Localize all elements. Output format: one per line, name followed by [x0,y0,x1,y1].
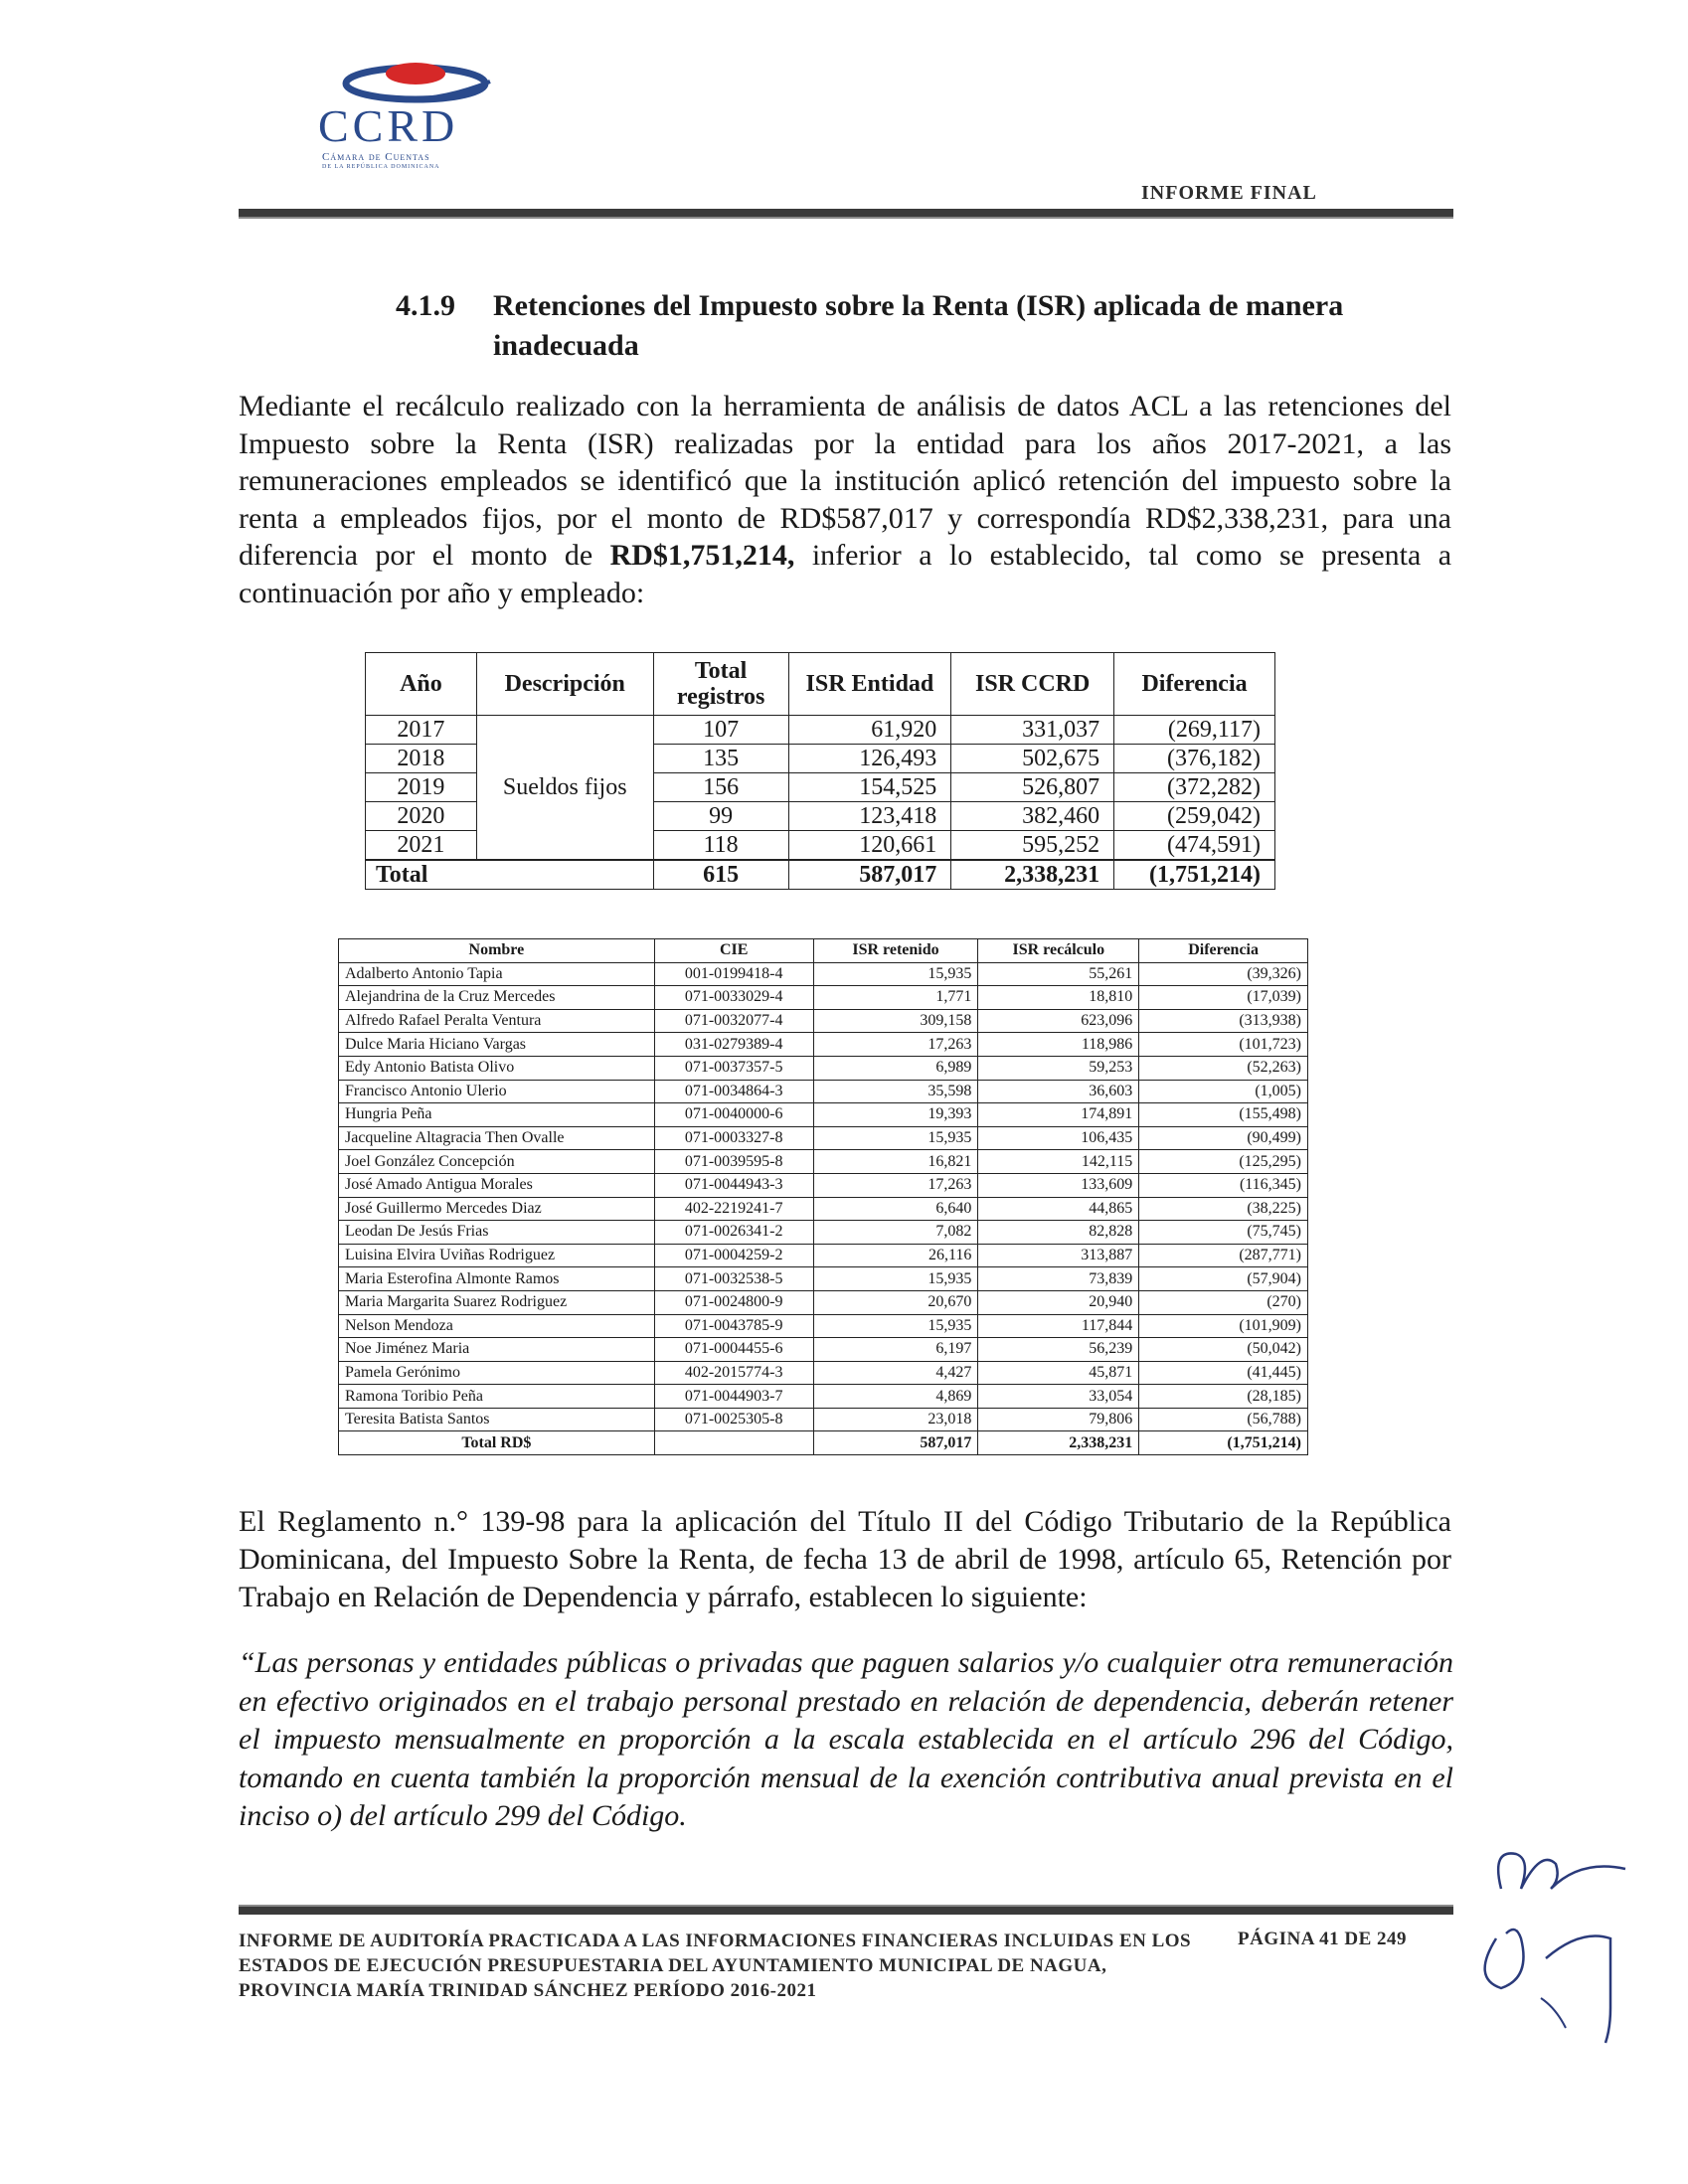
detail-total-label: Total RD$ [339,1431,655,1455]
summary-description: Sueldos fijos [476,716,653,861]
detail-cie: 071-0024800-9 [654,1290,813,1314]
summary-total-records: 156 [653,773,788,802]
detail-diferencia: (57,904) [1139,1267,1308,1291]
detail-header-cell: ISR recálculo [978,939,1139,963]
detail-isr-recalculo: 623,096 [978,1009,1139,1033]
detail-nombre: Alfredo Rafael Peralta Ventura [339,1009,655,1033]
summary-header-cell: Diferencia [1114,653,1275,716]
summary-total-records: 135 [653,745,788,773]
detail-isr-recalculo: 44,865 [978,1197,1139,1221]
summary-isr-ccrd: 502,675 [951,745,1114,773]
detail-isr-retenido: 4,869 [813,1385,978,1409]
detail-row [339,1314,1308,1338]
detail-isr-recalculo: 33,054 [978,1385,1139,1409]
regulation-quote: “Las personas y entidades públicas o privadas que paguen salarios y/o cualquier otra remuneración en efectivo originados en el trabajo personal prestado en relación de dependencia, deberán retener el impuesto mensualmente en proporción a la escala establecida en el artículo 296 del Código, tomando en cuenta también la proporción mensual de la exención contributiva anual prevista en el inciso o) del artículo 299 del Código. [239,1646,1453,1832]
detail-nombre: Adalberto Antonio Tapia [339,962,655,986]
detail-isr-retenido: 1,771 [813,986,978,1010]
summary-total-records: 107 [653,716,788,745]
detail-total-row [339,1431,1308,1455]
detail-row [339,1126,1308,1150]
detail-header-row [339,939,1308,963]
detail-row [339,962,1308,986]
summary-diferencia: (474,591) [1114,831,1275,861]
summary-year: 2020 [366,802,477,831]
detail-cie: 071-0040000-6 [654,1103,813,1127]
detail-cie: 071-0032077-4 [654,1009,813,1033]
detail-isr-retenido: 15,935 [813,1267,978,1291]
detail-isr-recalculo: 82,828 [978,1221,1139,1245]
detail-row [339,1408,1308,1431]
detail-row [339,1385,1308,1409]
detail-isr-retenido: 26,116 [813,1244,978,1267]
summary-header-cell: ISR Entidad [788,653,951,716]
detail-row [339,1244,1308,1267]
detail-isr-recalculo: 174,891 [978,1103,1139,1127]
detail-isr-retenido: 6,640 [813,1197,978,1221]
detail-diferencia: (101,723) [1139,1033,1308,1057]
detail-cie: 071-0003327-8 [654,1126,813,1150]
detail-nombre: Dulce Maria Hiciano Vargas [339,1033,655,1057]
detail-diferencia: (287,771) [1139,1244,1308,1267]
intro-text-after: inferior a lo establecido, tal como se presenta a continuación por año y empleado: [239,539,1452,609]
detail-row [339,1361,1308,1385]
detail-isr-recalculo: 79,806 [978,1408,1139,1431]
detail-isr-recalculo: 20,940 [978,1290,1139,1314]
detail-isr-recalculo: 73,839 [978,1267,1139,1291]
detail-cie: 071-0044943-3 [654,1173,813,1197]
detail-isr-retenido: 309,158 [813,1009,978,1033]
header-divider [239,209,1453,219]
detail-nombre: Ramona Toribio Peña [339,1385,655,1409]
intro-paragraph [239,388,1451,611]
detail-diferencia: (101,909) [1139,1314,1308,1338]
footer-title: INFORME DE AUDITORÍA PRACTICADA A LAS INFORMACIONES FINANCIERAS INCLUIDAS EN LOS ESTADOS DE EJECUCIÓN PRESUPUESTARIA DEL AYUNTAMIENTO MUNICIPAL DE NAGUA, PROVINCIA MARÍA TRINIDAD SÁNCHEZ PERÍODO 2016-2021 [239,1931,1192,2001]
summary-year: 2017 [366,716,477,745]
summary-header-cell: Año [366,653,477,716]
summary-isr-ccrd: 526,807 [951,773,1114,802]
detail-cie: 071-0004259-2 [654,1244,813,1267]
summary-year: 2021 [366,831,477,861]
summary-total-label: Total [366,860,654,890]
detail-header-cell: Diferencia [1139,939,1308,963]
detail-isr-retenido: 16,821 [813,1150,978,1174]
detail-nombre: Jacqueline Altagracia Then Ovalle [339,1126,655,1150]
detail-isr-retenido: 7,082 [813,1221,978,1245]
detail-isr-retenido: 17,263 [813,1033,978,1057]
detail-nombre: José Amado Antigua Morales [339,1173,655,1197]
detail-isr-retenido: 35,598 [813,1080,978,1103]
detail-row [339,1009,1308,1033]
summary-diferencia: (376,182) [1114,745,1275,773]
detail-isr-recalculo: 133,609 [978,1173,1139,1197]
detail-isr-retenido: 4,427 [813,1361,978,1385]
detail-total-diferencia: (1,751,214) [1139,1431,1308,1455]
summary-total-diferencia: (1,751,214) [1114,860,1275,890]
summary-year: 2019 [366,773,477,802]
logo-subtitle: Cámara de Cuentas [322,151,430,163]
detail-isr-retenido: 20,670 [813,1290,978,1314]
detail-row [339,1221,1308,1245]
intro-text-before: Mediante el recálculo realizado con la herramienta de análisis de datos ACL a las retenciones del Impuesto sobre la Renta (ISR) realizadas por la entidad para los años 2017-2021, a las remuneraciones empleados se identificó que la institución aplicó retención del impuesto sobre la renta a empleados fijos, por el monto de RD$587,017 y correspondía RD$2,338,231, para una diferencia por el monto de [239,390,1451,572]
detail-diferencia: (39,326) [1139,962,1308,986]
summary-total-isr-entidad: 587,017 [788,860,951,890]
detail-nombre: Francisco Antonio Ulerio [339,1080,655,1103]
section-title: Retenciones del Impuesto sobre la Renta (ISR) aplicada de manera inadecuada [493,289,1344,362]
detail-header-cell: ISR retenido [813,939,978,963]
detail-nombre: Teresita Batista Santos [339,1408,655,1431]
page-number: PÁGINA 41 DE 249 [1238,1929,1408,1949]
detail-row [339,1267,1308,1291]
summary-year: 2018 [366,745,477,773]
summary-isr-entidad: 120,661 [788,831,951,861]
detail-nombre: Luisina Elvira Uviñas Rodriguez [339,1244,655,1267]
summary-total-records: 615 [653,860,788,890]
detail-nombre: José Guillermo Mercedes Diaz [339,1197,655,1221]
detail-diferencia: (313,938) [1139,1009,1308,1033]
detail-isr-recalculo: 117,844 [978,1314,1139,1338]
detail-isr-recalculo: 55,261 [978,962,1139,986]
summary-header-row [366,653,1275,716]
detail-isr-retenido: 19,393 [813,1103,978,1127]
detail-nombre: Maria Margarita Suarez Rodriguez [339,1290,655,1314]
summary-isr-entidad: 154,525 [788,773,951,802]
summary-header-cell: Descripción [476,653,653,716]
detail-header-cell: CIE [654,939,813,963]
summary-total-records: 118 [653,831,788,861]
summary-header-cell: Total registros [653,653,788,716]
summary-isr-entidad: 61,920 [788,716,951,745]
detail-diferencia: (50,042) [1139,1338,1308,1362]
detail-row [339,1197,1308,1221]
detail-isr-recalculo: 45,871 [978,1361,1139,1385]
detail-cie: 001-0199418-4 [654,962,813,986]
detail-diferencia: (75,745) [1139,1221,1308,1245]
detail-cie: 031-0279389-4 [654,1033,813,1057]
section-number: 4.1.9 [396,289,455,322]
detail-row [339,1056,1308,1080]
detail-total-recalculo: 2,338,231 [978,1431,1139,1455]
detail-nombre: Pamela Gerónimo [339,1361,655,1385]
detail-cie: 071-0026341-2 [654,1221,813,1245]
detail-isr-recalculo: 18,810 [978,986,1139,1010]
detail-diferencia: (28,185) [1139,1385,1308,1409]
summary-total-isr-ccrd: 2,338,231 [951,860,1114,890]
summary-isr-entidad: 123,418 [788,802,951,831]
detail-cie: 402-2015774-3 [654,1361,813,1385]
signature-icon [1461,1829,1630,2068]
summary-row [366,716,1275,745]
detail-isr-retenido: 15,935 [813,962,978,986]
detail-cie: 071-0033029-4 [654,986,813,1010]
logo-title: CCRD [318,100,459,151]
detail-cie: 071-0039595-8 [654,1150,813,1174]
detail-total-cie [654,1431,813,1455]
detail-nombre: Joel González Concepción [339,1150,655,1174]
detail-diferencia: (38,225) [1139,1197,1308,1221]
detail-diferencia: (1,005) [1139,1080,1308,1103]
logo-subtitle-2: DE LA REPÚBLICA DOMINICANA [322,164,440,170]
detail-isr-retenido: 6,197 [813,1338,978,1362]
detail-row [339,986,1308,1010]
detail-nombre: Maria Esterofina Almonte Ramos [339,1267,655,1291]
summary-total-records: 99 [653,802,788,831]
detail-header-cell: Nombre [339,939,655,963]
detail-cie: 071-0025305-8 [654,1408,813,1431]
detail-row [339,1290,1308,1314]
detail-cie: 071-0037357-5 [654,1056,813,1080]
summary-isr-ccrd: 331,037 [951,716,1114,745]
summary-isr-ccrd: 382,460 [951,802,1114,831]
detail-row [339,1338,1308,1362]
detail-diferencia: (90,499) [1139,1126,1308,1150]
detail-diferencia: (155,498) [1139,1103,1308,1127]
detail-nombre: Nelson Mendoza [339,1314,655,1338]
detail-diferencia: (116,345) [1139,1173,1308,1197]
detail-isr-recalculo: 106,435 [978,1126,1139,1150]
intro-amount: RD$1,751,214, [609,539,795,572]
detail-diferencia: (56,788) [1139,1408,1308,1431]
detail-table [338,938,1308,1455]
footer-divider [239,1905,1453,1915]
detail-row [339,1033,1308,1057]
detail-cie: 071-0043785-9 [654,1314,813,1338]
summary-diferencia: (269,117) [1114,716,1275,745]
detail-cie: 402-2219241-7 [654,1197,813,1221]
detail-row [339,1080,1308,1103]
detail-total-retenido: 587,017 [813,1431,978,1455]
detail-cie: 071-0044903-7 [654,1385,813,1409]
detail-row [339,1103,1308,1127]
regulation-paragraph: El Reglamento n.° 139-98 para la aplicación del Título II del Código Tributario de la República Dominicana, del Impuesto Sobre la Renta, de fecha 13 de abril de 1998, artículo 65, Retención por Trabajo en Relación de Dependencia y párrafo, establecen lo siguiente: [239,1505,1451,1613]
detail-cie: 071-0034864-3 [654,1080,813,1103]
header-label: INFORME FINAL [1141,182,1317,204]
summary-diferencia: (372,282) [1114,773,1275,802]
detail-isr-recalculo: 142,115 [978,1150,1139,1174]
detail-isr-retenido: 17,263 [813,1173,978,1197]
detail-cie: 071-0004455-6 [654,1338,813,1362]
detail-isr-retenido: 15,935 [813,1314,978,1338]
detail-isr-recalculo: 56,239 [978,1338,1139,1362]
detail-diferencia: (41,445) [1139,1361,1308,1385]
detail-nombre: Alejandrina de la Cruz Mercedes [339,986,655,1010]
detail-diferencia: (125,295) [1139,1150,1308,1174]
ccrd-logo [316,52,545,169]
detail-diferencia: (17,039) [1139,986,1308,1010]
detail-row [339,1150,1308,1174]
detail-isr-recalculo: 118,986 [978,1033,1139,1057]
summary-diferencia: (259,042) [1114,802,1275,831]
summary-isr-ccrd: 595,252 [951,831,1114,861]
detail-isr-recalculo: 59,253 [978,1056,1139,1080]
detail-nombre: Edy Antonio Batista Olivo [339,1056,655,1080]
detail-diferencia: (52,263) [1139,1056,1308,1080]
detail-isr-retenido: 15,935 [813,1126,978,1150]
summary-header-cell: ISR CCRD [951,653,1114,716]
detail-nombre: Leodan De Jesús Frias [339,1221,655,1245]
detail-isr-retenido: 6,989 [813,1056,978,1080]
detail-cie: 071-0032538-5 [654,1267,813,1291]
detail-row [339,1173,1308,1197]
summary-total-row [366,860,1275,890]
summary-table [365,652,1275,890]
detail-diferencia: (270) [1139,1290,1308,1314]
detail-isr-recalculo: 36,603 [978,1080,1139,1103]
detail-nombre: Noe Jiménez Maria [339,1338,655,1362]
detail-nombre: Hungria Peña [339,1103,655,1127]
summary-isr-entidad: 126,493 [788,745,951,773]
detail-isr-recalculo: 313,887 [978,1244,1139,1267]
detail-isr-retenido: 23,018 [813,1408,978,1431]
